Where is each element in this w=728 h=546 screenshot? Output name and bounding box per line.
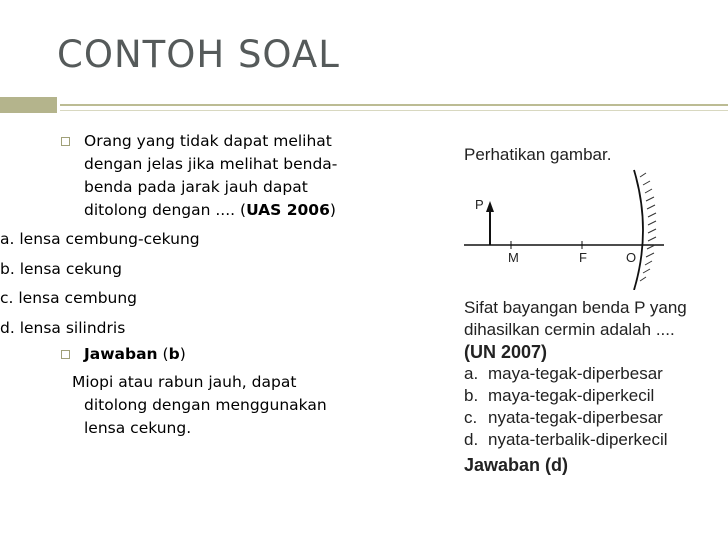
question-item (57, 130, 387, 222)
figure-option-d (464, 429, 724, 451)
slide-title: CONTOH SOAL (57, 33, 340, 76)
title-divider-thin (60, 110, 728, 111)
question-line: dengan jelas jika melihat benda- (84, 155, 338, 173)
figure-option-letter: d. (464, 430, 479, 449)
question-block (57, 130, 387, 222)
explanation-line: lensa cekung. (84, 419, 192, 437)
figure-option-text: maya-tegak-diperkecil (488, 386, 655, 405)
answer-paren-close: ) (179, 345, 186, 363)
option-b: b. lensa cekung (0, 259, 122, 278)
label-o: O (626, 250, 637, 265)
question-line: Orang yang tidak dapat melihat (84, 132, 332, 150)
square-bullet-icon (61, 350, 70, 359)
figure-option-text: nyata-terbalik-diperkecil (488, 430, 668, 449)
explanation-line: Miopi atau rabun jauh, dapat (72, 373, 297, 391)
answer-paren-open: ( (157, 345, 169, 363)
figure-option-a (464, 363, 724, 385)
figure-question-line: Sifat bayangan benda P yang (464, 298, 687, 317)
concave-mirror (634, 170, 643, 290)
label-p: P (475, 197, 484, 212)
option-d: d. lensa silindris (0, 318, 126, 337)
answer-item (57, 343, 387, 366)
figure-option-b (464, 385, 724, 407)
answer-label: Jawaban (84, 345, 158, 363)
figure-option-text: maya-tegak-diperbesar (488, 364, 663, 383)
figure-option-c (464, 407, 724, 429)
option-c: c. lensa cembung (0, 289, 138, 307)
title-divider (60, 104, 728, 106)
question-line: benda pada jarak jauh dapat (84, 178, 308, 196)
explanation-line: ditolong dengan menggunakan (84, 396, 327, 414)
figure-option-text: nyata-tegak-diperbesar (488, 408, 663, 427)
figure-option-letter: b. (464, 386, 479, 405)
question-text-end: ) (329, 201, 336, 219)
question-source: UAS 2006 (246, 201, 330, 219)
question-line (84, 199, 387, 222)
options-list (0, 225, 400, 343)
figure-source: (UN 2007) (464, 342, 548, 362)
square-bullet-icon (61, 137, 70, 146)
answer-block (57, 343, 387, 440)
question-text: ditolong dengan .... ( (84, 201, 247, 219)
label-f: F (579, 250, 587, 265)
option-a: a. lensa cembung-cekung (0, 230, 200, 248)
label-m: M (508, 250, 519, 265)
figure-option-letter: c. (464, 408, 478, 427)
answer-value: b (168, 345, 180, 363)
problem-figure (464, 145, 724, 476)
mirror-diagram (464, 165, 694, 290)
object-arrow-head (486, 201, 494, 212)
figure-heading: Perhatikan gambar. (464, 145, 612, 164)
figure-answer: Jawaban (d) (464, 455, 569, 475)
figure-option-letter: a. (464, 364, 479, 383)
figure-question-line: dihasilkan cermin adalah .... (464, 320, 675, 339)
title-accent-bar (0, 97, 57, 113)
